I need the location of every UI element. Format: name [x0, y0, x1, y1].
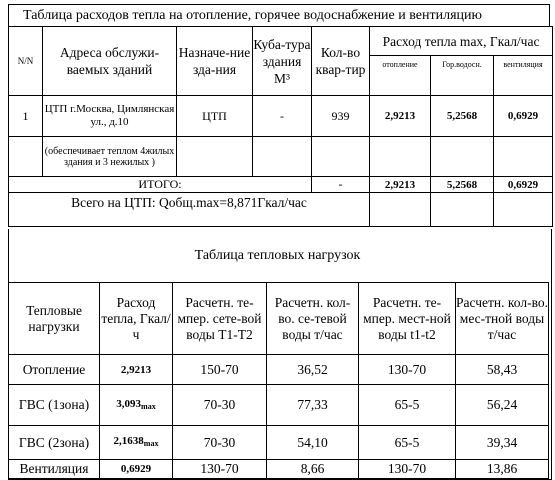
qty-local: 13,86 [456, 460, 549, 479]
summary-text: Всего на ЦТП: Qобщ.max=8,871Гкал/час [9, 193, 370, 227]
temp-net: 70-30 [173, 385, 267, 426]
header-ventilation: вентиляция [494, 56, 553, 96]
row-note: (обеспечивает теплом 4жилых здания и 3 нежилых ) [43, 137, 177, 177]
flow-value: 0,6929 [100, 460, 173, 479]
row-ventilation: 0,6929 [494, 96, 553, 137]
row-purpose: ЦТП [177, 96, 253, 137]
temp-net: 130-70 [173, 460, 267, 479]
temp-net: 70-30 [173, 426, 267, 460]
temp-local: 130-70 [359, 460, 456, 479]
heat-consumption-table [8, 26, 553, 227]
qty-net: 8,66 [267, 460, 359, 479]
header-hot-water: Гор.водосн. [431, 56, 494, 96]
load-name: Отопление [9, 355, 100, 385]
total-ventilation: 0,6929 [494, 177, 553, 193]
total-heating: 2,9213 [370, 177, 431, 193]
header-qty-net: Расчетн. кол-во. се-тевой воды т/час [267, 283, 359, 355]
load-name: ГВС (1зона) [9, 385, 100, 426]
row-heating: 2,9213 [370, 96, 431, 137]
qty-net: 54,10 [267, 426, 359, 460]
row-address: ЦТП г.Москва, Цимлянская ул., д.10 [43, 96, 177, 137]
row-apartments: 939 [312, 96, 370, 137]
temp-local: 65-5 [359, 426, 456, 460]
flow-value: $2,1638_{max}$ [100, 426, 173, 460]
row-volume: - [253, 96, 312, 137]
header-volume: Куба-тура здания М³ [253, 27, 312, 96]
qty-net: 77,33 [267, 385, 359, 426]
header-nn: N/N [9, 27, 43, 96]
temp-local: 130-70 [359, 355, 456, 385]
table2-title: Таблица тепловых нагрузок [194, 248, 361, 263]
header-heating: отопление [370, 56, 431, 96]
qty-local: 56,24 [456, 385, 549, 426]
table-row [9, 385, 549, 426]
heat-loads-table [8, 282, 549, 479]
header-load: Тепловые нагрузки [9, 283, 100, 355]
table1-title: Таблица расходов тепла на отопление, горячее водоснабжение и вентиляцию [8, 4, 550, 26]
header-flow: Расход тепла, Гкал/ч [100, 283, 173, 355]
qty-net: 36,52 [267, 355, 359, 385]
qty-local: 39,34 [456, 426, 549, 460]
row-nn: 1 [9, 96, 43, 137]
qty-local: 58,43 [456, 355, 549, 385]
total-apartments: - [312, 177, 370, 193]
total-label: ИТОГО: [9, 177, 312, 193]
load-name: Вентиляция [9, 460, 100, 479]
temp-net: 150-70 [173, 355, 267, 385]
header-purpose: Назначе-ние зда-ния [177, 27, 253, 96]
row-hot-water: 5,2568 [431, 96, 494, 137]
table-row [9, 426, 549, 460]
header-heat-group: Расход тепла max, Гкал/час [370, 27, 553, 56]
header-address: Адреса обслужи-ваемых зданий [43, 27, 177, 96]
header-temp-net: Расчетн. те-мпер. сете-вой воды Т1-Т2 [173, 283, 267, 355]
header-qty-local: Расчетн. кол-во. мес-тной воды т/час [456, 283, 549, 355]
flow-value: $3,093_{max}$ [100, 385, 173, 426]
temp-local: 65-5 [359, 385, 456, 426]
table-row [9, 460, 549, 479]
table-row [9, 355, 549, 385]
header-apartments: Кол-во квар-тир [312, 27, 370, 96]
total-hot-water: 5,2568 [431, 177, 494, 193]
header-temp-local: Расчетн. те-мпер. мест-ной воды t1-t2 [359, 283, 456, 355]
flow-value: 2,9213 [100, 355, 173, 385]
load-name: ГВС (2зона) [9, 426, 100, 460]
